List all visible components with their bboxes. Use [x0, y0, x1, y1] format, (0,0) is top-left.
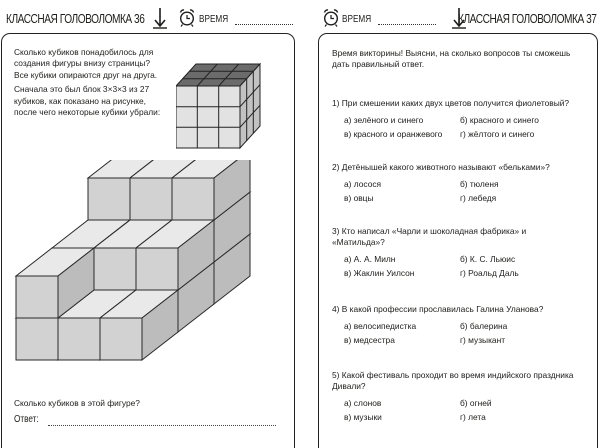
instructions-paragraph-2: Сначала это был блок 3×3×3 из 27 кубиков, как показано на рисунке, после чего некоторые кубики убрали:	[14, 84, 161, 118]
page-title: КЛАССНАЯ ГОЛОВОЛОМКА 37	[457, 11, 596, 26]
answer-option[interactable]: г) жёлтого и синего	[460, 129, 535, 139]
answer-options	[332, 254, 532, 279]
alarm-clock-icon	[178, 8, 196, 27]
answer-options	[332, 321, 594, 346]
cube-front-face	[94, 248, 136, 290]
answer-option[interactable]: в) медсестра	[344, 335, 395, 345]
question-text: 1) При смешении каких двух цветов получится фиолетовый?	[332, 98, 570, 108]
puzzle-page-36	[0, 0, 297, 448]
answer-option[interactable]: г) Роальд Даль	[460, 268, 519, 278]
answer-option[interactable]: а) лосося	[344, 179, 382, 189]
answer-option[interactable]: б) красного и синего	[460, 115, 539, 125]
quiz-question	[332, 162, 594, 204]
quiz-intro: Время викторины! Выясни, на сколько вопросов ты сможешь дать правильный ответ.	[332, 48, 571, 70]
cube-front-face	[88, 178, 130, 220]
answer-option[interactable]: г) лебедя	[460, 193, 497, 203]
answer-option[interactable]: а) зелёного и синего	[344, 115, 424, 125]
time-label: ВРЕМЯ	[342, 14, 372, 25]
question-text: 4) В какой профессии прославилась Галина Уланова?	[332, 304, 544, 314]
cube-3x3x3-illustration	[176, 60, 262, 150]
page-title: КЛАССНАЯ ГОЛОВОЛОМКА 36	[6, 11, 145, 26]
quiz-question	[332, 226, 532, 279]
page-header	[303, 5, 600, 31]
cube-front-face	[16, 276, 58, 318]
answer-option[interactable]: в) овцы	[344, 193, 374, 203]
puzzle-question: Сколько кубиков в этой фигуре?	[14, 398, 140, 408]
answer-option[interactable]: г) музыкант	[460, 335, 506, 345]
cube-front-face	[172, 178, 214, 220]
answer-option[interactable]: б) огней	[460, 398, 492, 408]
answer-option[interactable]: в) музыки	[344, 412, 382, 422]
cube-front-face	[16, 318, 58, 360]
answer-option[interactable]: в) красного и оранжевого	[344, 129, 443, 139]
page-header	[0, 5, 297, 31]
quiz-question	[332, 98, 594, 140]
puzzle-instructions	[14, 47, 164, 121]
time-label: ВРЕМЯ	[199, 14, 229, 25]
quiz-question	[332, 304, 594, 346]
cube-stack-figure	[14, 160, 274, 390]
quiz-question	[332, 370, 582, 423]
answer-label: Ответ:	[14, 414, 39, 425]
time-line	[235, 24, 293, 25]
answer-options	[332, 179, 594, 204]
instructions-paragraph-1: Сколько кубиков понадобилось для создания фигуры внизу страницы? Все кубики опираются друг на друга.	[14, 47, 158, 80]
cube-front-face	[58, 318, 100, 360]
question-text: 3) Кто написал «Чарли и шоколадная фабрика» и «Матильда»?	[332, 226, 527, 247]
answer-option[interactable]: в) Жаклин Уилсон	[344, 268, 415, 278]
time-line	[378, 24, 436, 25]
cube-front-face	[136, 248, 178, 290]
answer-option[interactable]: а) слонов	[344, 398, 382, 408]
answer-option[interactable]: б) К. С. Льюис	[460, 254, 516, 264]
answer-option[interactable]: а) А. А. Милн	[344, 254, 396, 264]
answer-field[interactable]	[48, 425, 276, 426]
cube-front-face	[100, 318, 142, 360]
puzzle-page-37	[303, 0, 600, 448]
answer-option[interactable]: б) тюленя	[460, 179, 499, 189]
arrow-down-icon	[152, 7, 168, 29]
answer-option[interactable]: а) велосипедистка	[344, 321, 417, 331]
alarm-clock-icon	[322, 8, 340, 27]
answer-options	[332, 115, 594, 140]
answer-option[interactable]: г) лета	[460, 412, 486, 422]
answer-options	[332, 398, 582, 423]
question-text: 2) Детёнышей какого животного называют «бельками»?	[332, 162, 550, 172]
cube-front-face	[130, 178, 172, 220]
question-text: 5) Какой фестиваль проходит во время индийского праздника Дивали?	[332, 370, 574, 391]
answer-option[interactable]: б) балерина	[460, 321, 508, 331]
